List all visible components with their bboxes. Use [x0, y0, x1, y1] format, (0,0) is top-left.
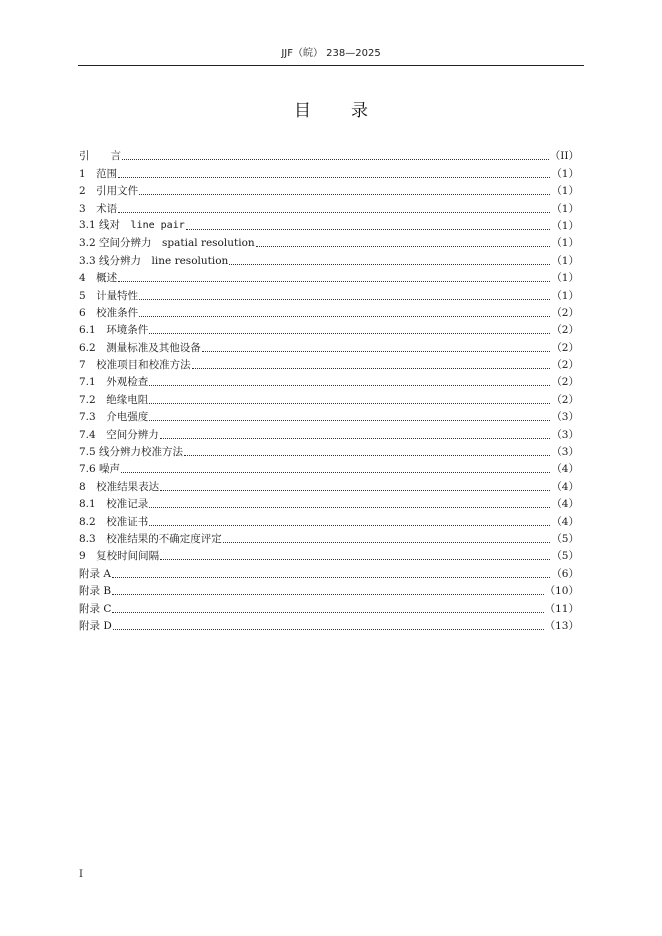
toc-entry-appendix-b[interactable]	[79, 581, 579, 598]
dot-leader	[256, 246, 551, 247]
toc-entry-page: （II）	[549, 150, 579, 163]
toc-entry-page: （2）	[551, 324, 579, 337]
toc-entry-label: 7.1 外观检查	[79, 376, 149, 389]
header-rule	[78, 65, 584, 66]
dot-leader	[202, 351, 551, 352]
toc-entry-8-1[interactable]	[79, 494, 579, 511]
toc-entry-label: 3.2 空间分辨力 spatial resolution	[79, 237, 255, 250]
toc-entry-label: 5 计量特性	[79, 289, 139, 302]
dot-leader	[149, 507, 550, 508]
page-title: 目录	[294, 101, 408, 121]
toc-entry-page: （3）	[551, 446, 579, 459]
toc-entry-4[interactable]	[79, 268, 579, 285]
toc-entry-label: 8.3 校准结果的不确定度评定	[79, 532, 222, 545]
toc-entry-label	[79, 218, 185, 233]
toc-entry-page: （2）	[551, 359, 579, 372]
toc-entry-3-2[interactable]	[79, 233, 579, 250]
toc-entry-label: 3 术语	[79, 202, 118, 215]
toc-entry-page: （1）	[551, 272, 579, 285]
toc-entry-page: （1）	[551, 254, 579, 267]
toc-entry-8-2[interactable]	[79, 511, 579, 528]
toc-entry-label: 4 概述	[79, 272, 118, 285]
toc-entry-page: （1）	[551, 237, 579, 250]
toc-entry-page: （4）	[551, 463, 579, 476]
toc-entry-7-6[interactable]	[79, 459, 579, 476]
dot-leader	[192, 368, 551, 369]
dot-leader	[149, 420, 550, 421]
dot-leader	[149, 333, 550, 334]
dot-leader	[113, 629, 544, 630]
toc-entry-label: 7.3 介电强度	[79, 411, 149, 424]
toc-entry-page: （1）	[551, 185, 579, 198]
toc-entry-page: （6）	[551, 567, 579, 580]
table-of-contents	[79, 146, 579, 633]
toc-entry-label: 7.2 绝缘电阻	[79, 393, 149, 406]
toc-entry-label: 附录 D	[79, 619, 112, 632]
toc-entry-5[interactable]	[79, 285, 579, 302]
toc-entry-label: 7.5 线分辨力校准方法	[79, 446, 184, 459]
toc-entry-6[interactable]	[79, 303, 579, 320]
toc-entry-page: （2）	[551, 376, 579, 389]
toc-entry-page: （10）	[544, 585, 579, 598]
toc-entry-3-3[interactable]	[79, 250, 579, 267]
toc-entry-page: （13）	[544, 619, 579, 632]
toc-entry-page: （2）	[551, 393, 579, 406]
dot-leader	[122, 159, 549, 160]
toc-entry-page: （3）	[551, 411, 579, 424]
dot-leader	[229, 264, 550, 265]
toc-entry-page: （11）	[544, 602, 579, 615]
toc-entry-page: （3）	[551, 428, 579, 441]
toc-entry-page: （4）	[551, 498, 579, 511]
document-code-header: JJF（皖） 238—2025	[281, 48, 381, 59]
dot-leader	[118, 177, 550, 178]
dot-leader	[139, 316, 550, 317]
toc-entry-label-en: line pair	[130, 219, 185, 231]
toc-entry-label: 附录 A	[79, 567, 111, 580]
toc-entry-label: 7.6 噪声	[79, 463, 121, 476]
toc-entry-7-2[interactable]	[79, 389, 579, 406]
toc-entry-3-1[interactable]	[79, 216, 579, 233]
dot-leader	[112, 612, 543, 613]
toc-entry-label: 8 校准结果表达	[79, 480, 160, 493]
dot-leader	[149, 403, 550, 404]
toc-entry-page: （1）	[551, 219, 579, 232]
toc-entry-label: 引 言	[79, 150, 121, 163]
toc-entry-label: 9 复校时间间隔	[79, 550, 160, 563]
toc-entry-9[interactable]	[79, 546, 579, 563]
dot-leader	[112, 594, 544, 595]
toc-entry-label: 2 引用文件	[79, 185, 139, 198]
toc-entry-1[interactable]	[79, 163, 579, 180]
toc-entry-label: 6.2 测量标准及其他设备	[79, 341, 201, 354]
toc-entry-label: 6.1 环境条件	[79, 324, 149, 337]
toc-entry-2[interactable]	[79, 181, 579, 198]
toc-entry-label: 附录 C	[79, 602, 112, 615]
toc-entry-7-5[interactable]	[79, 442, 579, 459]
dot-leader	[160, 559, 550, 560]
toc-entry-6-2[interactable]	[79, 337, 579, 354]
dot-leader	[186, 229, 551, 230]
page-number: I	[79, 869, 83, 880]
toc-entry-7-1[interactable]	[79, 372, 579, 389]
toc-entry-label: 附录 B	[79, 585, 112, 598]
toc-entry-appendix-d[interactable]	[79, 616, 579, 633]
toc-entry-6-1[interactable]	[79, 320, 579, 337]
toc-entry-appendix-a[interactable]	[79, 563, 579, 580]
dot-leader	[160, 438, 551, 439]
toc-entry-label: 1 范围	[79, 167, 118, 180]
toc-entry-page: （4）	[551, 480, 579, 493]
dot-leader	[118, 281, 550, 282]
dot-leader	[160, 490, 550, 491]
toc-entry-label: 8.2 校准证书	[79, 515, 149, 528]
toc-entry-page: （5）	[551, 550, 579, 563]
toc-entry-label-zh: 3.1 线对	[79, 218, 131, 231]
toc-entry-7-3[interactable]	[79, 407, 579, 424]
dot-leader	[112, 577, 550, 578]
dot-leader	[139, 194, 550, 195]
toc-entry-label: 7 校准项目和校准方法	[79, 359, 191, 372]
toc-entry-label: 8.1 校准记录	[79, 498, 149, 511]
dot-leader	[184, 455, 550, 456]
toc-entry-label: 6 校准条件	[79, 306, 139, 319]
toc-entry-page: （2）	[551, 341, 579, 354]
toc-entry-page: （5）	[551, 532, 579, 545]
toc-entry-7-4[interactable]	[79, 424, 579, 441]
dot-leader	[118, 212, 550, 213]
toc-entry-label: 3.3 线分辨力 line resolution	[79, 254, 229, 267]
toc-entry-page: （2）	[551, 306, 579, 319]
toc-entry-8-3[interactable]	[79, 529, 579, 546]
toc-entry-page: （4）	[551, 515, 579, 528]
toc-entry-page: （1）	[551, 289, 579, 302]
toc-entry-page: （1）	[551, 202, 579, 215]
dot-leader	[149, 525, 550, 526]
toc-entry-3[interactable]	[79, 198, 579, 215]
dot-leader	[121, 472, 550, 473]
toc-entry-7[interactable]	[79, 355, 579, 372]
dot-leader	[149, 385, 550, 386]
dot-leader	[139, 299, 550, 300]
toc-entry-appendix-c[interactable]	[79, 598, 579, 615]
toc-entry-page: （1）	[551, 167, 579, 180]
dot-leader	[223, 542, 551, 543]
toc-entry-label: 7.4 空间分辨力	[79, 428, 159, 441]
toc-entry-intro[interactable]	[79, 146, 579, 163]
toc-entry-8[interactable]	[79, 476, 579, 493]
